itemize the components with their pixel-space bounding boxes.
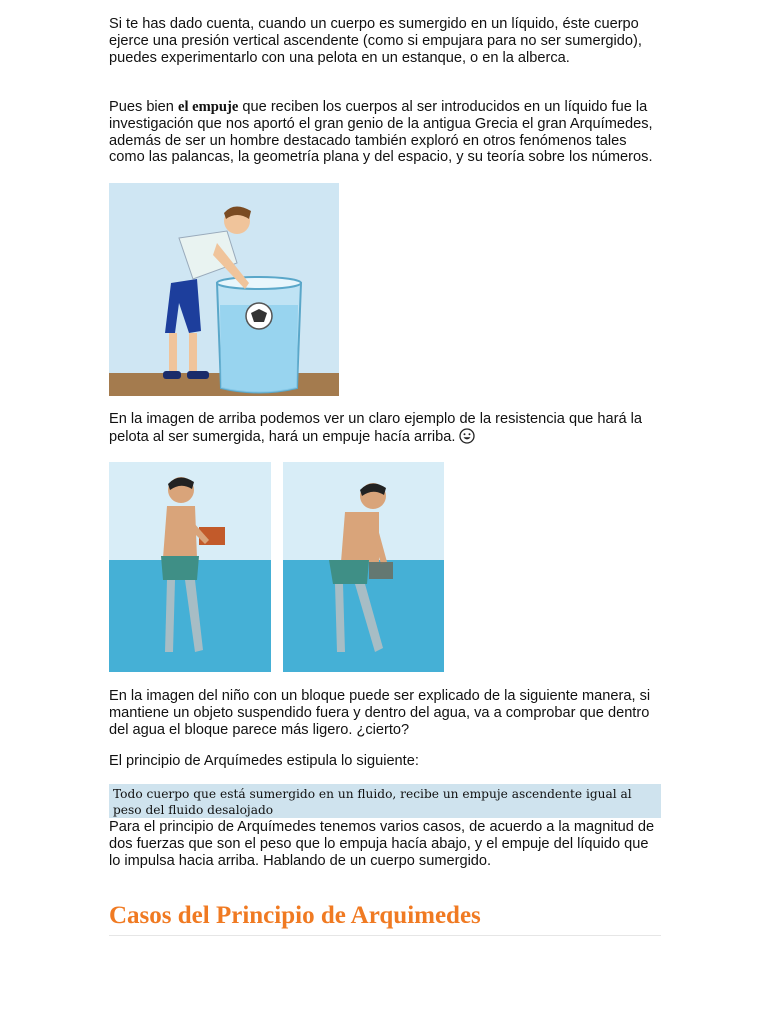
- boy-block-underwater-illustration: [283, 462, 444, 672]
- boy-pushing-ball-illustration: [109, 183, 339, 396]
- paragraph-intro: Si te has dado cuenta, cuando un cuerpo es sumergido en un líquido, éste cuerpo ejerce una presión vertical ascendente (como si empujara para no ser sumergido), puedes experimentarlo con una pelota en un estanque, o en la alberca.: [109, 16, 642, 66]
- paragraph-cases: Para el principio de Arquímedes tenemos varios casos, de acuerdo a la magnitud de dos fuerzas que son el peso que lo empuja hacía abajo, y el empuje del líquido que lo impulsa hacia arriba. Hablando de un cuerpo sumergido.: [109, 819, 655, 869]
- paragraph-empuje-rest: que reciben los cuerpos al ser introducidos en un líquido fue la investigación que nos aportó el gran genio de la antigua Grecia el gran Arquímedes, además de ser un hombre destacado también exploró en otros fenómenos tales como las palancas, la geometría plana y del espacio, y su teoría sobre los números.: [109, 99, 653, 166]
- paragraph-empuje: [109, 99, 661, 166]
- paragraph-ball-text: En la imagen de arriba podemos ver un claro ejemplo de la resistencia que hará la pelota al ser sumergida, hará un empuje hacía arriba.: [109, 411, 642, 445]
- paragraph-empuje-start: Pues bien: [109, 99, 178, 115]
- heading-divider: [109, 935, 661, 936]
- paragraph-block-example: En la imagen del niño con un bloque puede ser explicado de la siguiente manera, si mantiene un objeto suspendido fuera y dentro del agua, va a comprobar que dentro del agua el bloque parece más ligero. ¿cierto?: [109, 688, 651, 738]
- empuje-bold-term: el empuje: [177, 99, 239, 115]
- paragraph-ball-example: [109, 411, 661, 446]
- section-heading: Casos del Principio de Arquimedes: [109, 902, 481, 929]
- principle-quote: Todo cuerpo que está sumergido en un fluido, recibe un empuje ascendente igual al peso del fluido desalojado: [109, 784, 661, 818]
- paragraph-principle-intro: El principio de Arquímedes estipula lo siguiente:: [109, 753, 419, 769]
- smiley-icon: [459, 428, 475, 444]
- boy-block-above-water-illustration: [109, 462, 271, 672]
